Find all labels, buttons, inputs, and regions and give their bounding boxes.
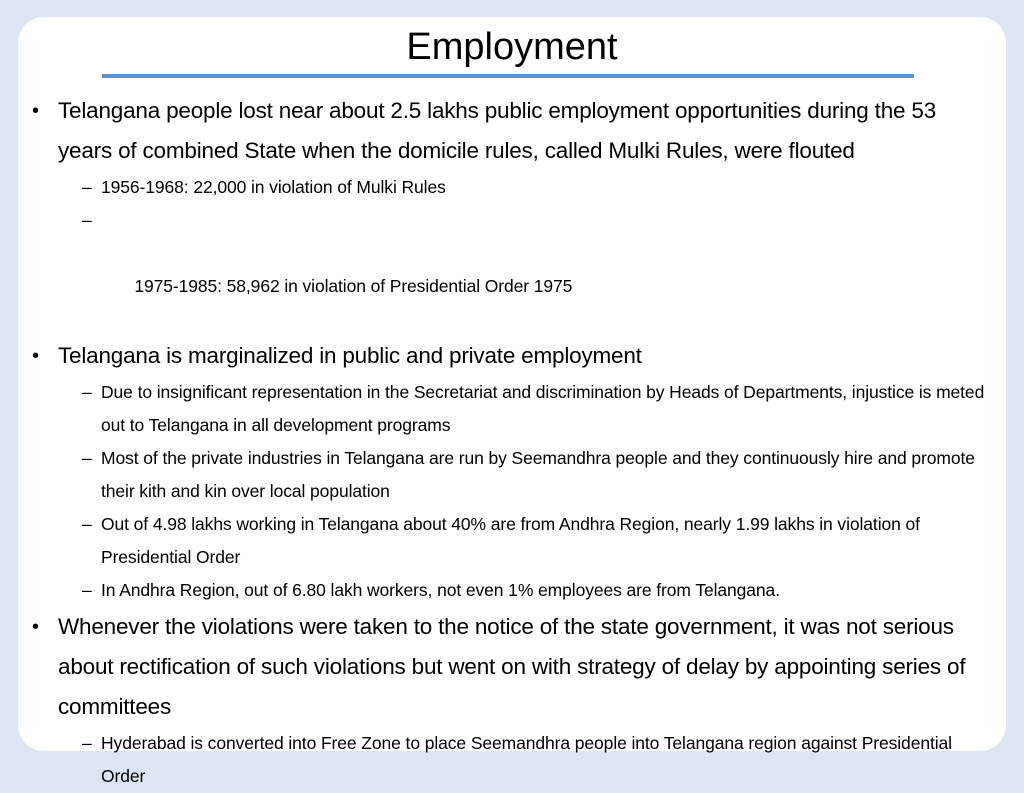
dash-icon: – (82, 733, 92, 753)
dash-icon: – (82, 514, 92, 534)
dash-icon: – (82, 580, 92, 600)
bullet-icon: • (32, 345, 39, 367)
slide-content (30, 91, 990, 793)
sub-item (30, 574, 990, 607)
title-underline (102, 74, 914, 78)
sub-item-text: 1975-1985: 58,962 in violation of Presidential Order 1975 (129, 276, 573, 296)
sub-item (30, 376, 990, 442)
sub-item (30, 442, 990, 508)
sub-item (30, 727, 990, 793)
bullet-text: Whenever the violations were taken to the notice of the state government, it was not serious about rectification of such violations but went on with strategy of delay by appointing series of committees (58, 614, 966, 719)
sub-item-text: Most of the private industries in Telangana are run by Seemandhra people and they continuously hire and promote their kith and kin over local population (101, 448, 975, 501)
dash-icon: – (82, 177, 92, 197)
bullet-item-1 (30, 91, 990, 171)
sub-item-text: Due to insignificant representation in the Secretariat and discrimination by Heads of Departments, injustice is meted out to Telangana in all development programs (101, 382, 985, 435)
dash-icon: – (82, 382, 92, 402)
sub-item-text: 1956-1968: 22,000 in violation of Mulki Rules (101, 177, 446, 197)
bullet-text: Telangana is marginalized in public and private employment (58, 343, 642, 368)
bullet-icon: • (32, 616, 39, 638)
dash-icon: – (82, 210, 92, 230)
slide (18, 17, 1006, 786)
sub-item (30, 171, 990, 204)
bullet-icon: • (32, 100, 39, 122)
sub-item-text: In Andhra Region, out of 6.80 lakh workers, not even 1% employees are from Telangana. (101, 580, 780, 600)
bullet-text: Telangana people lost near about 2.5 lakhs public employment opportunities during the 53 years of combined State when the domicile rules, called Mulki Rules, were flouted (58, 98, 937, 163)
bullet-item-2 (30, 336, 990, 376)
sub-item (30, 204, 990, 336)
dash-icon: – (82, 448, 92, 468)
sub-item-text: Out of 4.98 lakhs working in Telangana about 40% are from Andhra Region, nearly 1.99 lakhs in violation of Presidential Order (101, 514, 920, 567)
sub-item-text: Hyderabad is converted into Free Zone to place Seemandhra people into Telangana region against Presidential Order (101, 733, 952, 786)
slide-title: Employment (406, 26, 618, 68)
sub-item (30, 508, 990, 574)
bullet-item-3 (30, 607, 990, 727)
